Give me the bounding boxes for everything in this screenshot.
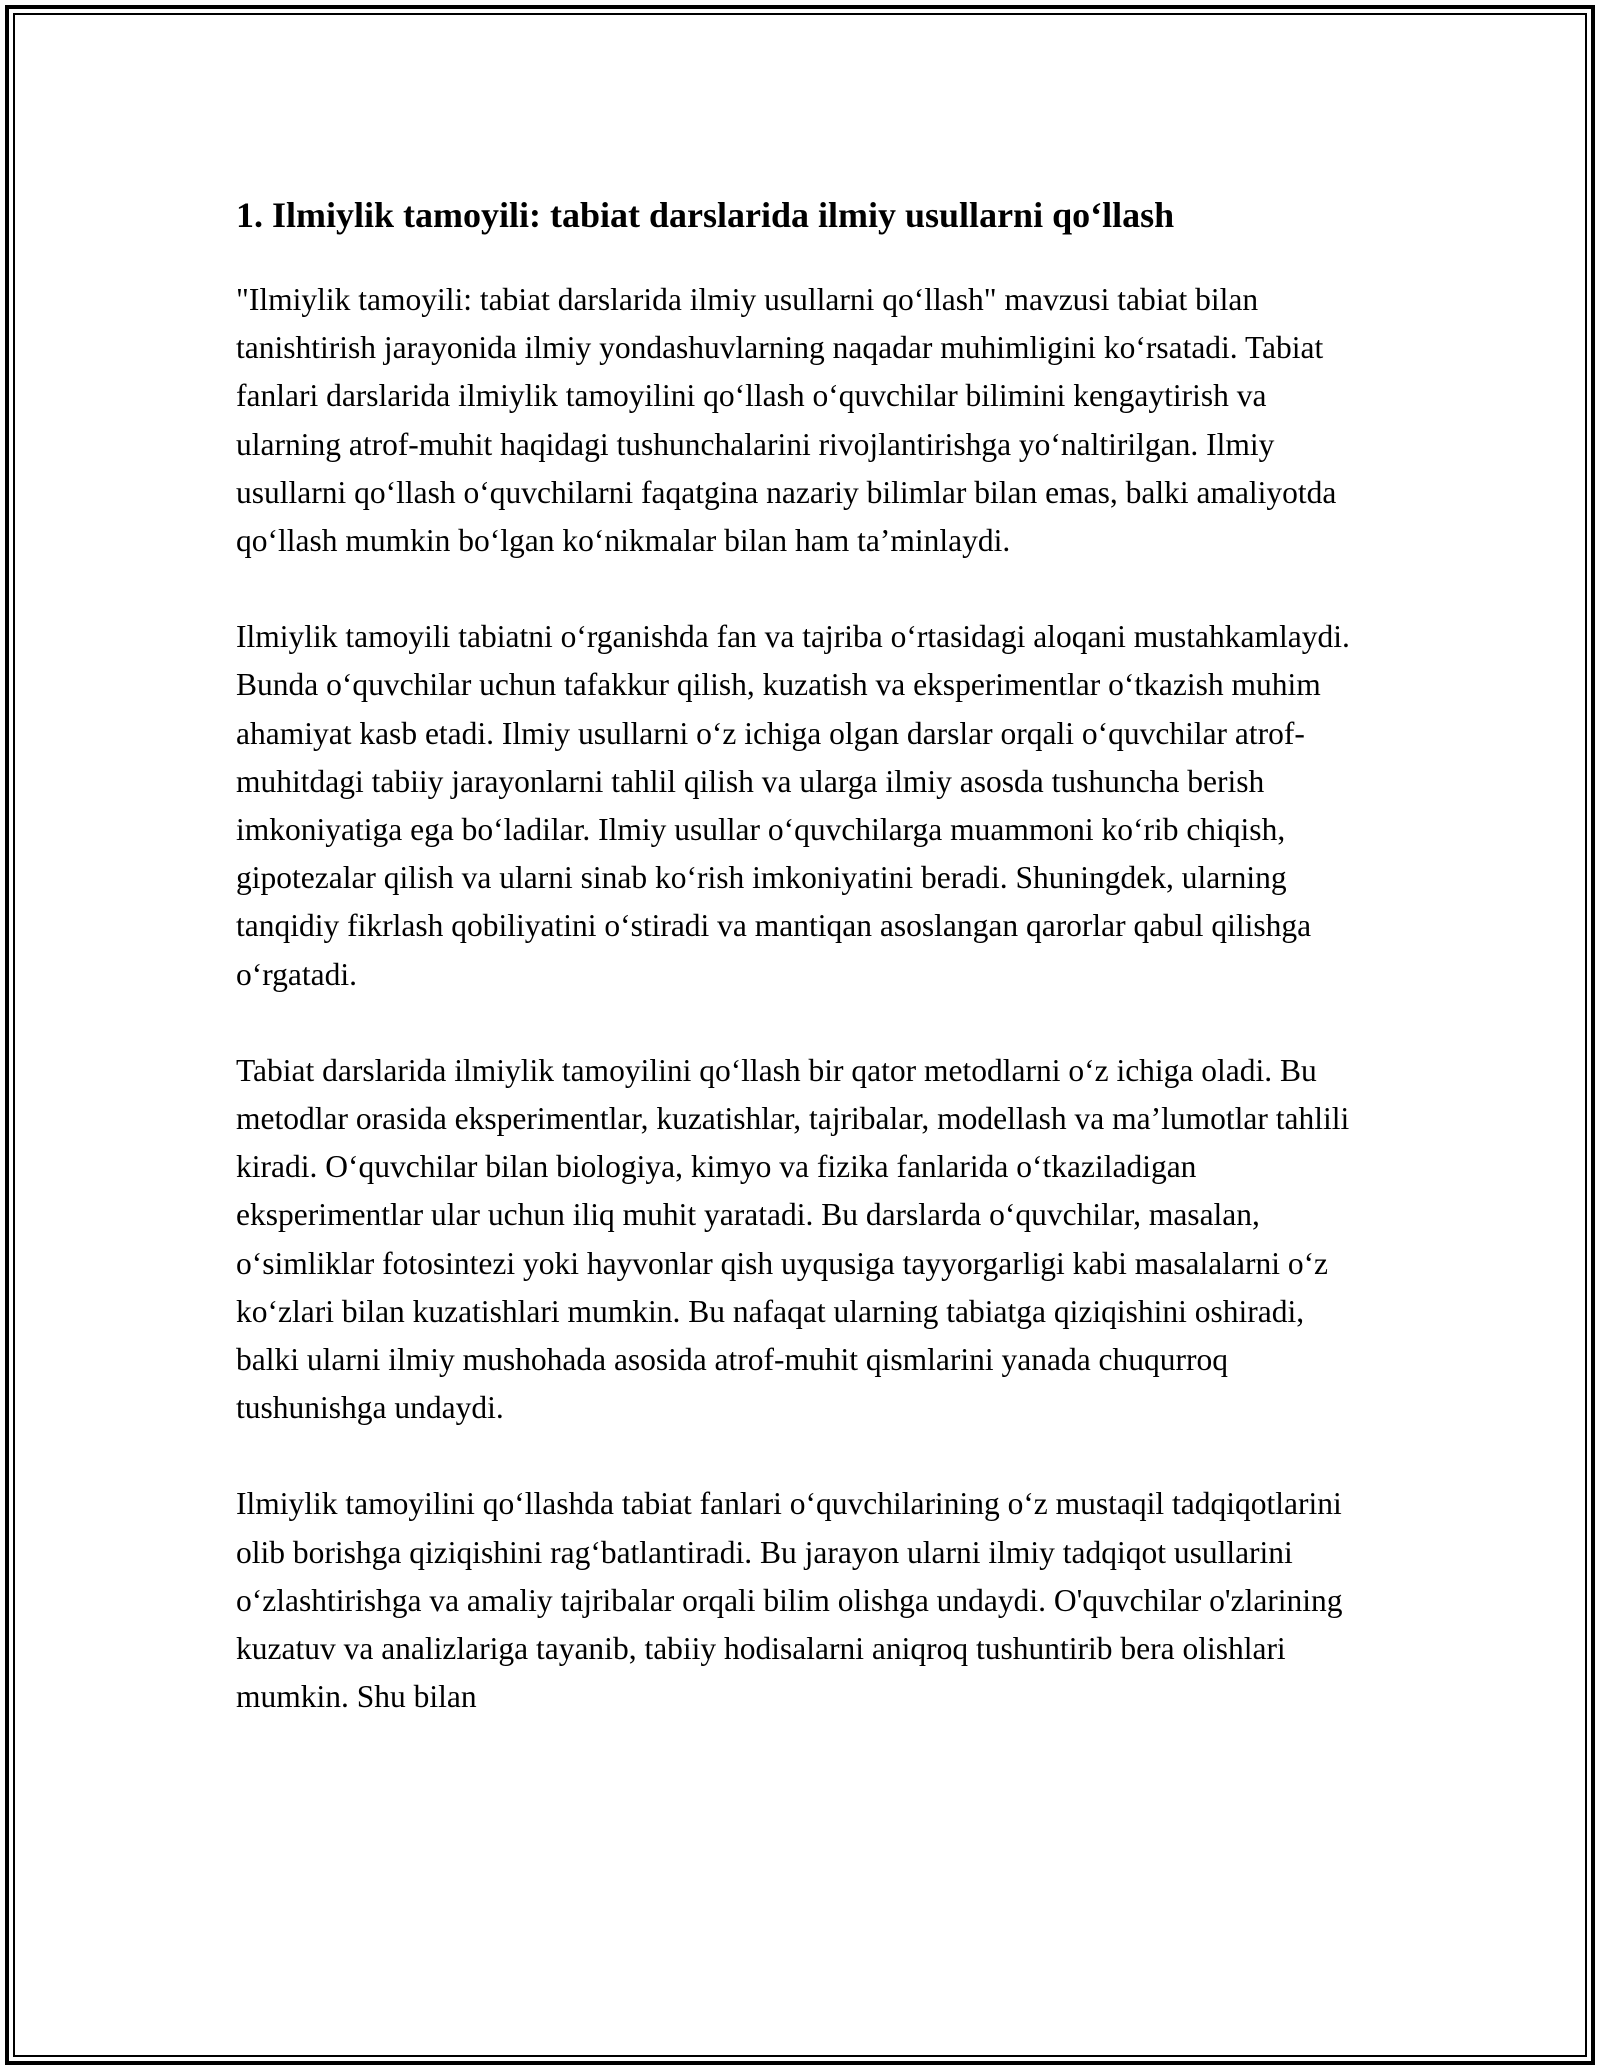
paragraph-4: Ilmiylik tamoyilini qo‘llashda tabiat fanlari o‘quvchilarining o‘z mustaqil tadqiqotlarini olib borishga qiziqishini rag‘batlantiradi. Bu jarayon ularni ilmiy tadqiqot usullarini o‘zlashtirishga va amaliy tajribalar orqali bilim olishga undaydi. O'quvchilar o'zlarining kuzatuv va analizlariga tayanib, tabiiy hodisalarni aniqroq tushuntirib bera olishlari mumkin. Shu bilan bbox=[236, 1486, 1343, 1715]
section-heading: 1. Ilmiylik tamoyili: tabiat darslarida ilmiy usullarni qo‘llash bbox=[236, 195, 1175, 235]
paragraph-1: "Ilmiylik tamoyili: tabiat darslarida ilmiy usullarni qo‘llash" mavzusi tabiat bilan tanishtirish jarayonida ilmiy yondashuvlarning naqadar muhimligini ko‘rsatadi. Tabiat fanlari darslarida ilmiylik tamoyilini qo‘llash o‘quvchilar bilimini kengaytirish va ularning atrof-muhit haqidagi tushunchalarini rivojlantirishga yo‘naltirilgan. Ilmiy usullarni qo‘llash o‘quvchilarni faqatgina nazariy bilimlar bilan emas, balki amaliyotda qo‘llash mumkin bo‘lgan ko‘nikmalar bilan ham ta’minlaydi. bbox=[236, 282, 1337, 559]
document-body bbox=[236, 185, 1366, 1721]
paragraph-3: Tabiat darslarida ilmiylik tamoyilini qo‘llash bir qator metodlarni o‘z ichiga oladi. Bu metodlar orasida eksperimentlar, kuzatishlar, tajribalar, modellash va ma’lumotlar tahlili kiradi. O‘quvchilar bilan biologiya, kimyo va fizika fanlarida o‘tkaziladigan eksperimentlar ular uchun iliq muhit yaratadi. Bu darslarda o‘quvchilar, masalan, o‘simliklar fotosintezi yoki hayvonlar qish uyqusiga tayyorgarligi kabi masalalarni o‘z ko‘zlari bilan kuzatishlari mumkin. Bu nafaqat ularning tabiatga qiziqishini oshiradi, balki ularni ilmiy mushohada asosida atrof-muhit qismlarini yanada chuqurroq tushunishga undaydi. bbox=[236, 1052, 1350, 1426]
paragraph-2: Ilmiylik tamoyili tabiatni o‘rganishda fan va tajriba o‘rtasidagi aloqani mustahkamlaydi. Bunda o‘quvchilar uchun tafakkur qilish, kuzatish va eksperimentlar o‘tkazish muhim ahamiyat kasb etadi. Ilmiy usullarni o‘z ichiga olgan darslar orqali o‘quvchilar atrof-muhitdagi tabiiy jarayonlarni tahlil qilish va ularga ilmiy asosda tushuncha berish imkoniyatiga ega bo‘ladilar. Ilmiy usullar o‘quvchilarga muammoni ko‘rib chiqish, gipotezalar qilish va ularni sinab ko‘rish imkoniyatini beradi. Shuningdek, ularning tanqidiy fikrlash qobiliyatini o‘stiradi va mantiqan asoslangan qarorlar qabul qilishga o‘rgatadi. bbox=[236, 619, 1350, 992]
